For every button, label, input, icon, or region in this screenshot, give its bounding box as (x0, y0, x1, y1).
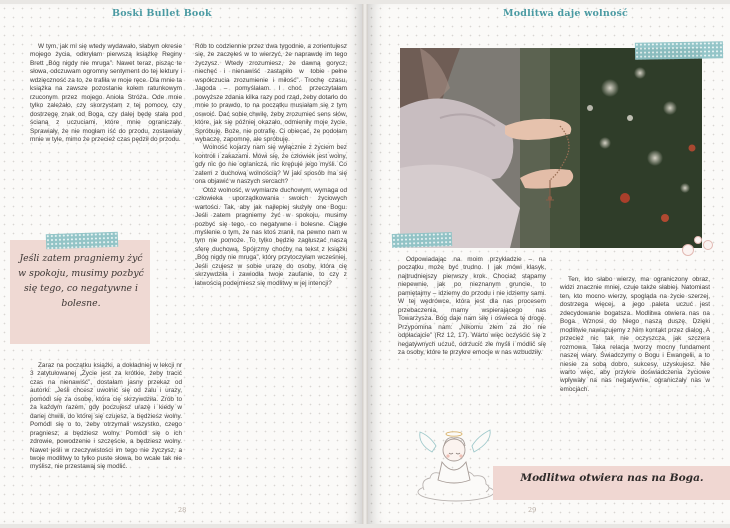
book-spine (362, 4, 368, 524)
paragraph: Otóż wolność, w wymiarze duchowym, wymaga od człowieka uporządkowania swoich życiowych wartości. Tak, aby jak najlepiej służyły one Bogu. Jeśli zatem pragniemy żyć w spokoju, musimy pozbyć się tego, co negatywne i bolesne. Ciągłe myślenie o tym, że nas ktoś zranił, na pewno nam w tym nie pomoże. To tylko będzie zagłuszać naszą sferę duchową. Spójrzmy choćby na tekst z książki „Bóg nigdy nie mruga”, który przytoczyłam wcześniej. Jeśli czujesz w sobie urazę do osoby, która cię skrzywdziła i zawiodła twoje zaufanie, to czy z łatwością podejmiesz się modlitwy w jej intencji? (195, 186, 347, 287)
paragraph: Odpowiadając na moim przykładzie – na początku może być trudno. I jak mówi klasyk, najtrudniejszy pierwszy krok. Chociaż stąpamy niepewnie, jak po nieznanym gruncie, to pamiętajmy – idziemy do przodu i nie idziemy sami. W tej wędrówce, która jest dla nas procesem przebaczenia, mamy wspierającego nas Towarzysza. Bóg daje nam siłę i oświeca tę drogę. Przypomina nam: „Nikomu złem za zło nie odpłacajcie” (Rz 12, 17). Warto więc oczyścić się z negatywnych uczuć, odrzucić złe myśli i modlić się za osoby, które te przykre emocje w nas wzbudziły. (398, 256, 546, 356)
left-column-1-bottom (30, 362, 182, 472)
page-number-right: 29 (528, 506, 537, 514)
right-column-2 (560, 276, 710, 394)
washi-tape (46, 232, 118, 250)
left-page-header: Boski Bullet Book (112, 8, 212, 19)
bubble-decoration (682, 244, 694, 256)
left-column-2 (195, 43, 347, 288)
rosary-photo (400, 48, 702, 248)
rosary-photo-illustration (400, 48, 702, 248)
banner-quote: Modlitwa otwiera nas na Boga. (520, 472, 704, 484)
right-column-1 (398, 256, 546, 357)
paragraph: Wolność kojarzy nam się wyłącznie z życiem bez kontroli i zakazami. Mówi się, że człowiek jest wolny, gdy nic go nie ogranicza, nic krępuje jego myśli. Co zatem z duchową wolnością? W jaki sposób ma się ona objawić w naszych sercach? (195, 144, 347, 186)
pull-quote: Jeśli zatem pragniemy żyć w spokoju, musimy pozbyć się tego, co negatywne i bolesne. (18, 253, 144, 309)
washi-tape (635, 41, 723, 60)
right-page-header: Modlitwa daje wolność (503, 8, 629, 19)
angel-illustration (414, 422, 498, 508)
left-column-1-top (30, 43, 182, 144)
bubble-decoration (703, 240, 713, 250)
angel-icon (414, 422, 498, 504)
paragraph: Rób to codziennie przez dwa tygodnie, a zorientujesz się, że zaczęłeś w to wierzyć, że naprawdę im tego życzysz. Wtedy zrozumiesz, że dawną gorycz, niechęć i nienawiść zastąpiło w tobie pełne współczucia zrozumienie i miłość”. Trochę czasu, Jagoda – pomyślałam. I choć przeczytałam powyższe zdania kilka razy pod rząd, żeby dotarło do mnie to prawdo, to na początku musiałam się z tym oswoić. Dać sobie chwilę, żeby zrozumieć sens słów, które, jak się później okazało, odmieniły moje życie. Spróbuję. Boże, nie potrafię. Ci obiecać, że podołam wybaczę, zapomnę, ale spróbuję. (195, 43, 347, 143)
page-number-left: 28 (178, 506, 187, 514)
bubble-decoration (694, 236, 702, 244)
washi-tape (392, 232, 452, 248)
paragraph: Zaraz na początku książki, a dokładniej w lekcji nr 3 zatytułowanej „Życie jest za krótkie, żeby tracić czas na nienawiść”, dostałam jasny przekaz od autorki: „Jeśli chcesz uwolnić się od żalu i urazy, pomódl się za osobę, która cię skrzywdziła. Zrób to za każdym razem, gdy poczujesz urazę i kiedy w danej chwili, do której się czujesz, a będziesz wolny. Pomódl się o to, żeby otrzymali wszystko, czego pragniesz, a będziesz wolny. Pomódl się o ich zdrowie, powodzenie i szczęście, a będziesz wolny. Nawet jeśli w rzeczywistości im tego nie życzysz, a twoje modlitwy to tylko puste słowa, bo wcale tak nie myślisz, nie przestawaj się modlić. (30, 362, 182, 471)
paragraph: W tym, jak mi się wtedy wydawało, słabym okresie mojego życia, odkryłam pierwszą książkę Reginy Brett „Bóg nigdy nie mruga”. Nawet teraz, pisząc te słowa, odczuwam ogromny sentyment do tej lektury i wdzięczność za to, że trafiła w moje ręce. Dla mnie ta książka na zawsze pozostanie kołem ratunkowym rzuconym przez mojego Anioła Stróża. Ode mnie tylko zależało, czy skorzystam z tej pomocy, czy dostrzegę znak od Boga, czy dalej będę stała pod ścianą z uczuciami, które mnie ograniczały. Sprawiały, że nie mogłam iść do przodu, zostawiały mnie w tyle, mimo że przecież czas pędził do przodu. (30, 43, 182, 143)
paragraph: Ten, kto słabo wierzy, ma ograniczony obraz, widzi znacznie mniej, czuje także słabiej. Natomiast ten, kto mocno wierzy, spogląda na życie szerzej, dostrzega więcej, a jego paleta uczuć jest zdecydowanie bogatsza. Modlitwa otwiera nas na Boga. Wznosi do Niego naszą duszę. Dzięki modlitwie nawiązujemy z Nim kontakt przez dialog. A przecież nic tak nie oczyszcza, jak szczera rozmowa. Taka relacja tworzy mocny fundament naszej wiary. Świadczymy o Bogu i Ewangelii, a to niesie za sobą dobro, sukcesy, uzyskujesz. Nie warto więc, aby przykre doświadczenia życiowe wpływały na nas negatywnie, ograniczały nas w emocjach. (560, 276, 710, 393)
